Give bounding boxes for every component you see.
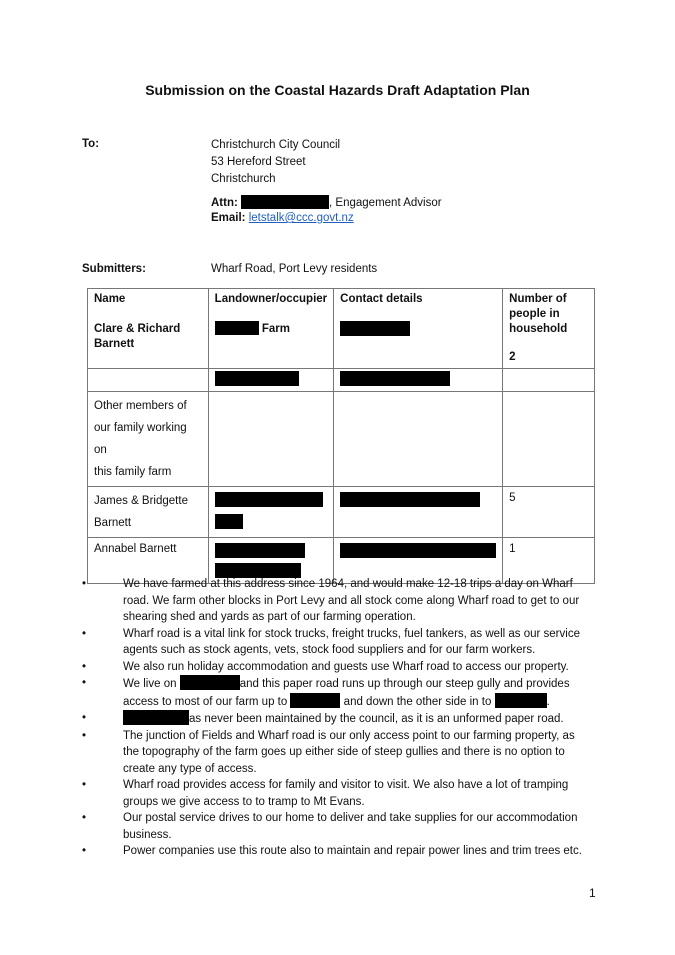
member-label-line: our family working on: [94, 422, 187, 456]
list-item: [82, 576, 592, 626]
attn-label: Attn:: [211, 197, 238, 209]
bullet-list: [82, 576, 592, 860]
table-cell: [334, 487, 503, 538]
list-item: [82, 675, 592, 710]
member-name-line: Barnett: [94, 517, 132, 529]
redaction-bar: [495, 693, 547, 708]
submitters-label: Submitters:: [82, 263, 146, 275]
table-cell: [88, 487, 209, 538]
attn-role: , Engagement Advisor: [329, 197, 442, 209]
to-label: To:: [82, 138, 100, 150]
redaction-bar: [215, 371, 299, 386]
bullet-text: The junction of Fields and Wharf road is our only access point to our farming property, as the topography of the farm goes up either side of steep gullies and there is no option to create any type of access.: [123, 729, 575, 775]
recipient-line: Christchurch City Council: [211, 139, 341, 151]
bullet-marker: •: [82, 812, 87, 824]
bullet-text: Wharf road provides access for family and visitor to visit. We also have a lot of tramping groups we give access to to tramp to Mt Evans.: [123, 779, 569, 808]
table-cell: [88, 369, 209, 392]
member-name: Annabel Barnett: [94, 543, 177, 555]
household-count: 5: [509, 492, 516, 504]
page-title: Submission on the Coastal Hazards Draft Adaptation Plan: [145, 82, 530, 98]
table-cell: [208, 392, 333, 487]
table-cell: [334, 369, 503, 392]
table-cell: [208, 369, 333, 392]
bullet-text: We live on: [123, 678, 177, 690]
bullet-text: We also run holiday accommodation and guests use Wharf road to access our property.: [123, 660, 569, 673]
column-header-name: Name: [94, 293, 126, 305]
member-name-line: James & Bridgette: [94, 495, 188, 507]
bullet-marker: •: [82, 712, 87, 724]
recipient-address: [211, 137, 340, 188]
table-cell: [88, 289, 209, 369]
submitters-value: Wharf Road, Port Levy residents: [211, 263, 378, 275]
table-row: [88, 289, 595, 369]
table-row: [88, 392, 595, 487]
table-cell: [334, 392, 503, 487]
redaction-bar: [340, 371, 450, 386]
redaction-bar: [123, 710, 189, 725]
table-row: [88, 369, 595, 392]
bullet-marker: •: [82, 660, 87, 673]
bullet-text: We have farmed at this address since 1964, and would make 12-18 trips a day on Wharf road. We farm other blocks in Port Levy and all stock come along Wharf road to get to our shearing shed and yards as part of our farming operation.: [123, 578, 580, 623]
bullet-text: and this paper road runs up through our steep gully and provides access to most of our farm up to: [123, 678, 570, 708]
table-cell: [503, 392, 595, 487]
bullet-text: Our postal service drives to our home to deliver and take supplies for our accommodation business.: [123, 812, 578, 841]
table-row: [88, 487, 595, 538]
landowner-value: [215, 321, 327, 337]
table-cell: [503, 289, 595, 369]
recipient-line: 53 Hereford Street: [211, 156, 306, 168]
redaction-bar: [215, 321, 259, 335]
redaction-bar: [340, 543, 496, 558]
recipient-line: Christchurch: [211, 173, 276, 185]
redaction-bar: [215, 543, 305, 558]
table-cell: [208, 487, 333, 538]
submitters-table: [87, 288, 595, 584]
attn-line: [211, 195, 442, 209]
list-item: [82, 777, 592, 810]
member-label-line: Other members of: [94, 400, 187, 412]
list-item: [82, 810, 592, 843]
redaction-bar: [180, 675, 240, 690]
column-header-landowner: Landowner/occupier: [214, 293, 328, 305]
table-cell: [503, 369, 595, 392]
column-header-contact: Contact details: [340, 293, 423, 305]
list-item: [82, 728, 592, 778]
bullet-text: Wharf road is a vital link for stock trucks, freight trucks, fuel tankers, as well as our service agents such as stock agents, vets, stock food suppliers and for our farm workers.: [123, 627, 580, 656]
bullet-text: Power companies use this route also to maintain and repair power lines and trim trees etc.: [123, 845, 582, 857]
household-count: 2: [509, 351, 516, 363]
redaction-bar: [215, 492, 323, 507]
column-header-household: Number of people in household: [509, 293, 568, 335]
submitter-name: Clare & Richard Barnett: [94, 323, 181, 350]
list-item: [82, 843, 592, 860]
email-link[interactable]: letstalk@ccc.govt.nz: [248, 212, 354, 224]
table-cell: [334, 289, 503, 369]
bullet-marker: •: [82, 627, 87, 640]
list-item: [82, 659, 592, 676]
member-label-line: this family farm: [94, 466, 172, 478]
list-item: [82, 626, 592, 659]
list-item: [82, 710, 592, 728]
redaction-bar: [290, 693, 340, 708]
bullet-text: as never been maintained by the council, as it is an unformed paper road.: [189, 713, 564, 725]
email-label: Email:: [211, 212, 246, 224]
bullet-text: and down the other side in to: [343, 695, 492, 708]
landowner-suffix: Farm: [261, 323, 290, 335]
redaction-bar: [340, 321, 410, 336]
bullet-marker: •: [82, 779, 87, 791]
bullet-marker: •: [82, 729, 87, 742]
bullet-marker: •: [82, 845, 87, 857]
bullet-marker: •: [82, 578, 87, 590]
redaction-bar: [241, 195, 329, 209]
email-line: [211, 212, 354, 224]
page-number: 1: [589, 886, 596, 900]
redaction-bar: [340, 492, 480, 507]
table-cell: [208, 289, 333, 369]
bullet-marker: •: [82, 677, 87, 689]
bullet-text: .: [546, 695, 550, 708]
household-count: 1: [509, 543, 516, 555]
redaction-bar: [215, 514, 243, 529]
table-cell: [88, 392, 209, 487]
table-cell: [503, 487, 595, 538]
